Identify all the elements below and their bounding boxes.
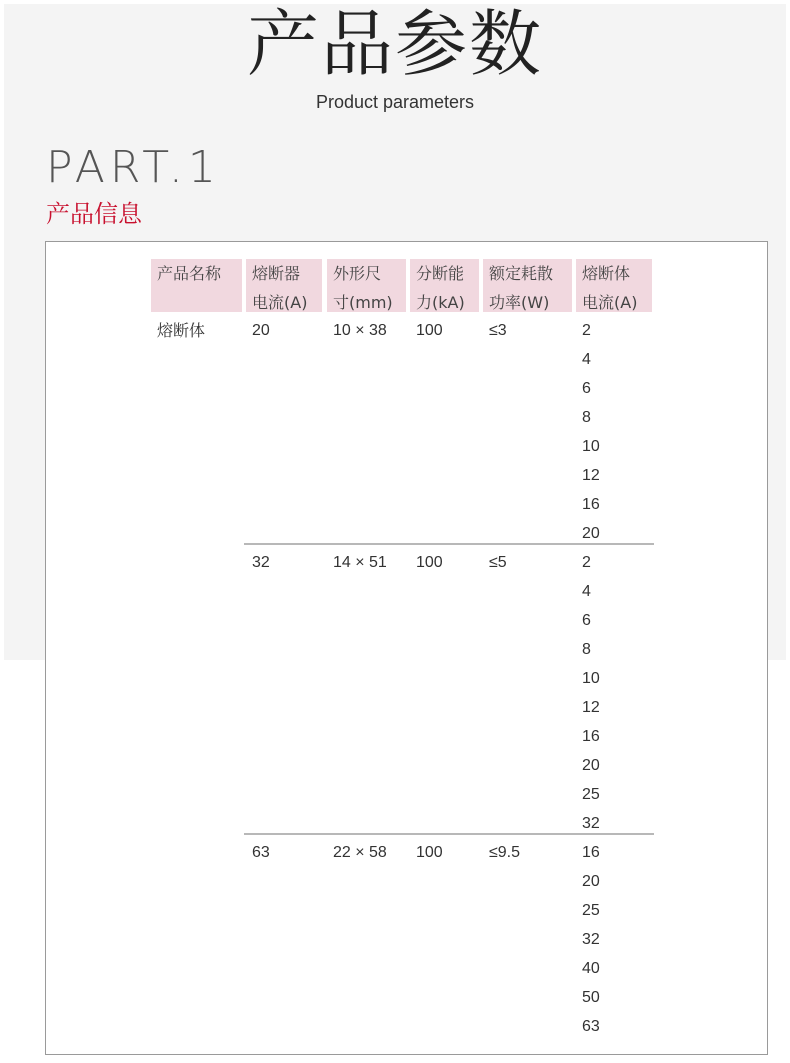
column-header-line: 寸(mm) — [333, 293, 393, 312]
element-current-value: 25 — [582, 902, 600, 919]
element-current-value: 40 — [582, 960, 600, 977]
element-current-value: 20 — [582, 757, 600, 774]
parameter-table — [45, 241, 768, 1055]
column-header-size — [327, 259, 406, 312]
element-current-value: 16 — [582, 496, 600, 513]
rated-power-cell: ≤3 — [489, 322, 507, 339]
element-current-value: 50 — [582, 989, 600, 1006]
column-header-line: 熔断器 — [252, 264, 301, 283]
part-label: PART.1 — [46, 142, 221, 193]
element-current-value: 32 — [582, 931, 600, 948]
column-header-line: 力(kA) — [416, 293, 465, 312]
column-header-breaking-capacity — [410, 259, 479, 312]
fuse-current-cell: 32 — [252, 554, 270, 571]
element-current-list — [582, 548, 642, 838]
column-header-line: 分断能 — [416, 264, 465, 283]
column-header-line: 外形尺 — [333, 264, 382, 283]
fuse-current-cell: 63 — [252, 844, 270, 861]
page-subtitle: Product parameters — [315, 92, 475, 112]
element-current-value: 16 — [582, 844, 600, 861]
element-current-value: 32 — [582, 815, 600, 832]
element-current-value: 8 — [582, 641, 591, 658]
element-current-value: 20 — [582, 873, 600, 890]
element-current-value: 63 — [582, 1018, 600, 1035]
breaking-capacity-cell: 100 — [416, 322, 443, 339]
size-cell: 10 × 38 — [333, 322, 387, 339]
element-current-value: 12 — [582, 467, 600, 484]
fuse-current-cell: 20 — [252, 322, 270, 339]
column-header-line: 电流(A) — [582, 293, 638, 312]
element-current-list — [582, 838, 642, 1041]
element-current-value: 2 — [582, 322, 591, 339]
size-cell: 22 × 58 — [333, 844, 387, 861]
column-header-line: 额定耗散 — [489, 264, 554, 283]
column-header-line: 功率(W) — [489, 293, 550, 312]
element-current-value: 12 — [582, 699, 600, 716]
section-label: 产品信息 — [46, 200, 142, 228]
element-current-value: 4 — [582, 351, 591, 368]
element-current-value: 25 — [582, 786, 600, 803]
column-header-rated-power — [483, 259, 572, 312]
column-header-element-current — [576, 259, 652, 312]
column-header-line: 电流(A) — [252, 293, 308, 312]
group-divider — [244, 543, 654, 545]
column-header-line: 熔断体 — [582, 264, 631, 283]
size-cell: 14 × 51 — [333, 554, 387, 571]
column-header-line: 产品名称 — [157, 264, 222, 283]
column-header-fuse-current — [246, 259, 322, 312]
element-current-value: 10 — [582, 670, 600, 687]
rated-power-cell: ≤5 — [489, 554, 507, 571]
page-title: 产品参数 — [246, 2, 543, 86]
element-current-value: 6 — [582, 380, 591, 397]
element-current-value: 4 — [582, 583, 591, 600]
element-current-value: 8 — [582, 409, 591, 426]
product-name-cell: 熔断体 — [157, 321, 206, 340]
element-current-value: 20 — [582, 525, 600, 542]
rated-power-cell: ≤9.5 — [489, 844, 521, 861]
element-current-value: 10 — [582, 438, 600, 455]
group-divider — [244, 833, 654, 835]
column-header-product-name — [151, 259, 242, 312]
breaking-capacity-cell: 100 — [416, 844, 443, 861]
element-current-value: 16 — [582, 728, 600, 745]
element-current-list — [582, 316, 642, 548]
breaking-capacity-cell: 100 — [416, 554, 443, 571]
element-current-value: 6 — [582, 612, 591, 629]
element-current-value: 2 — [582, 554, 591, 571]
